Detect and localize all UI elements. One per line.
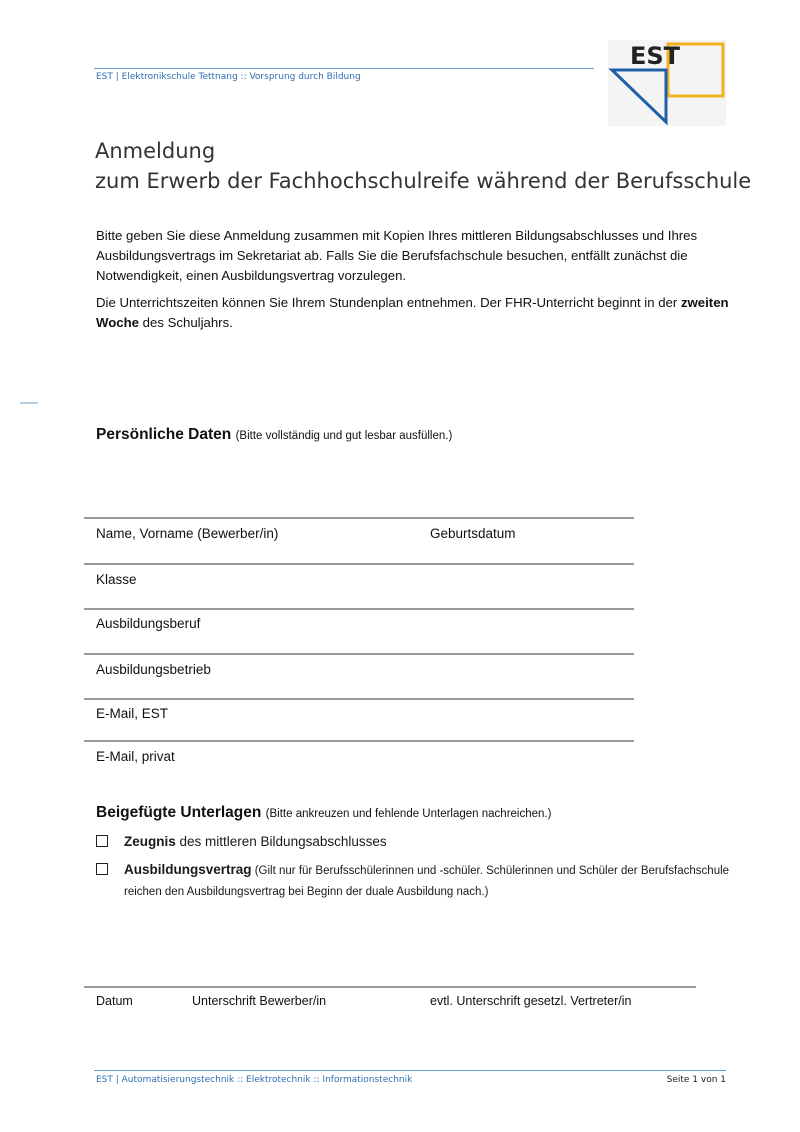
intro-p2-bold: zweiten Woche [96, 295, 729, 330]
form-rule [84, 563, 634, 565]
attachment-item-zeugnis [96, 832, 726, 852]
attachments-heading [96, 804, 551, 822]
form-rule [84, 698, 634, 700]
header-rule [94, 68, 594, 69]
form-rule [84, 517, 634, 519]
intro-p2-end: des Schuljahrs. [139, 315, 233, 330]
title-line-1: Anmeldung [95, 139, 216, 163]
personal-heading-text: Persönliche Daten [96, 426, 232, 443]
zeugnis-checkbox[interactable] [96, 835, 108, 847]
signature-guardian-label: evtl. Unterschrift gesetzl. Vertreter/in [430, 994, 632, 1008]
est-logo [608, 40, 726, 126]
field-company-label: Ausbildungsbetrieb [96, 662, 211, 677]
attachments-heading-note: (Bitte ankreuzen und fehlende Unterlagen nachreichen.) [265, 808, 552, 820]
est-logo-graphic [608, 40, 726, 126]
footer-departments: EST | Automatisierungstechnik :: Elektrotechnik :: Informationstechnik [96, 1075, 413, 1085]
form-rule [84, 608, 634, 610]
zeugnis-label-rest: des mittleren Bildungsabschlusses [175, 834, 387, 849]
field-name-label: Name, Vorname (Bewerber/in) [96, 526, 279, 541]
attachment-item-ausbildungsvertrag [96, 860, 754, 902]
signature-applicant-label: Unterschrift Bewerber/in [192, 994, 327, 1008]
field-email-est-label: E-Mail, EST [96, 706, 169, 721]
form-rule [84, 740, 634, 742]
margin-mark [20, 402, 38, 404]
attachments-heading-text: Beigefügte Unterlagen [96, 804, 262, 821]
form-rule [84, 653, 634, 655]
personal-data-heading [96, 426, 452, 444]
ausbildungsvertrag-note: (Gilt nur für Berufsschülerinnen und -schüler. Schülerinnen und Schüler der Berufsfachschule reichen den Ausbildungsvertrag bei Beginn der duale Ausbildung nach.) [124, 865, 730, 898]
intro-paragraph-1: Bitte geben Sie diese Anmeldung zusammen mit Kopien Ihres mittleren Bildungsabschlusses und Ihres Ausbildungsvertrags im Sekretariat ab. Falls Sie die Berufsfachschule besuchen, entfällt zunächst die Notwendigkeit, einen Ausbildungsvertrag vorzulegen. [96, 228, 698, 283]
zeugnis-label-bold: Zeugnis [124, 834, 176, 849]
signature-rule [84, 986, 696, 988]
personal-heading-note: (Bitte vollständig und gut lesbar ausfüllen.) [235, 430, 453, 442]
logo-text: EST [630, 42, 681, 70]
ausbildungsvertrag-checkbox[interactable] [96, 863, 108, 875]
field-profession-label: Ausbildungsberuf [96, 616, 201, 631]
title-line-2: zum Erwerb der Fachhochschulreife während der Berufsschule [95, 169, 752, 193]
field-email-private-label: E-Mail, privat [96, 749, 175, 764]
document-title [95, 136, 751, 196]
footer-page-number: Seite 1 von 1 [666, 1075, 726, 1085]
intro-paragraph-2 [96, 293, 736, 333]
footer-rule [94, 1070, 726, 1071]
intro-p2-text: Die Unterrichtszeiten können Sie Ihrem Stundenplan entnehmen. Der FHR-Unterricht beginnt in der [96, 295, 681, 310]
ausbildungsvertrag-label-bold: Ausbildungsvertrag [124, 862, 252, 877]
header-tagline: EST | Elektronikschule Tettnang :: Vorsprung durch Bildung [96, 72, 361, 82]
signature-date-label: Datum [96, 994, 133, 1008]
field-birthdate-label: Geburtsdatum [430, 526, 516, 541]
field-class-label: Klasse [96, 572, 137, 587]
